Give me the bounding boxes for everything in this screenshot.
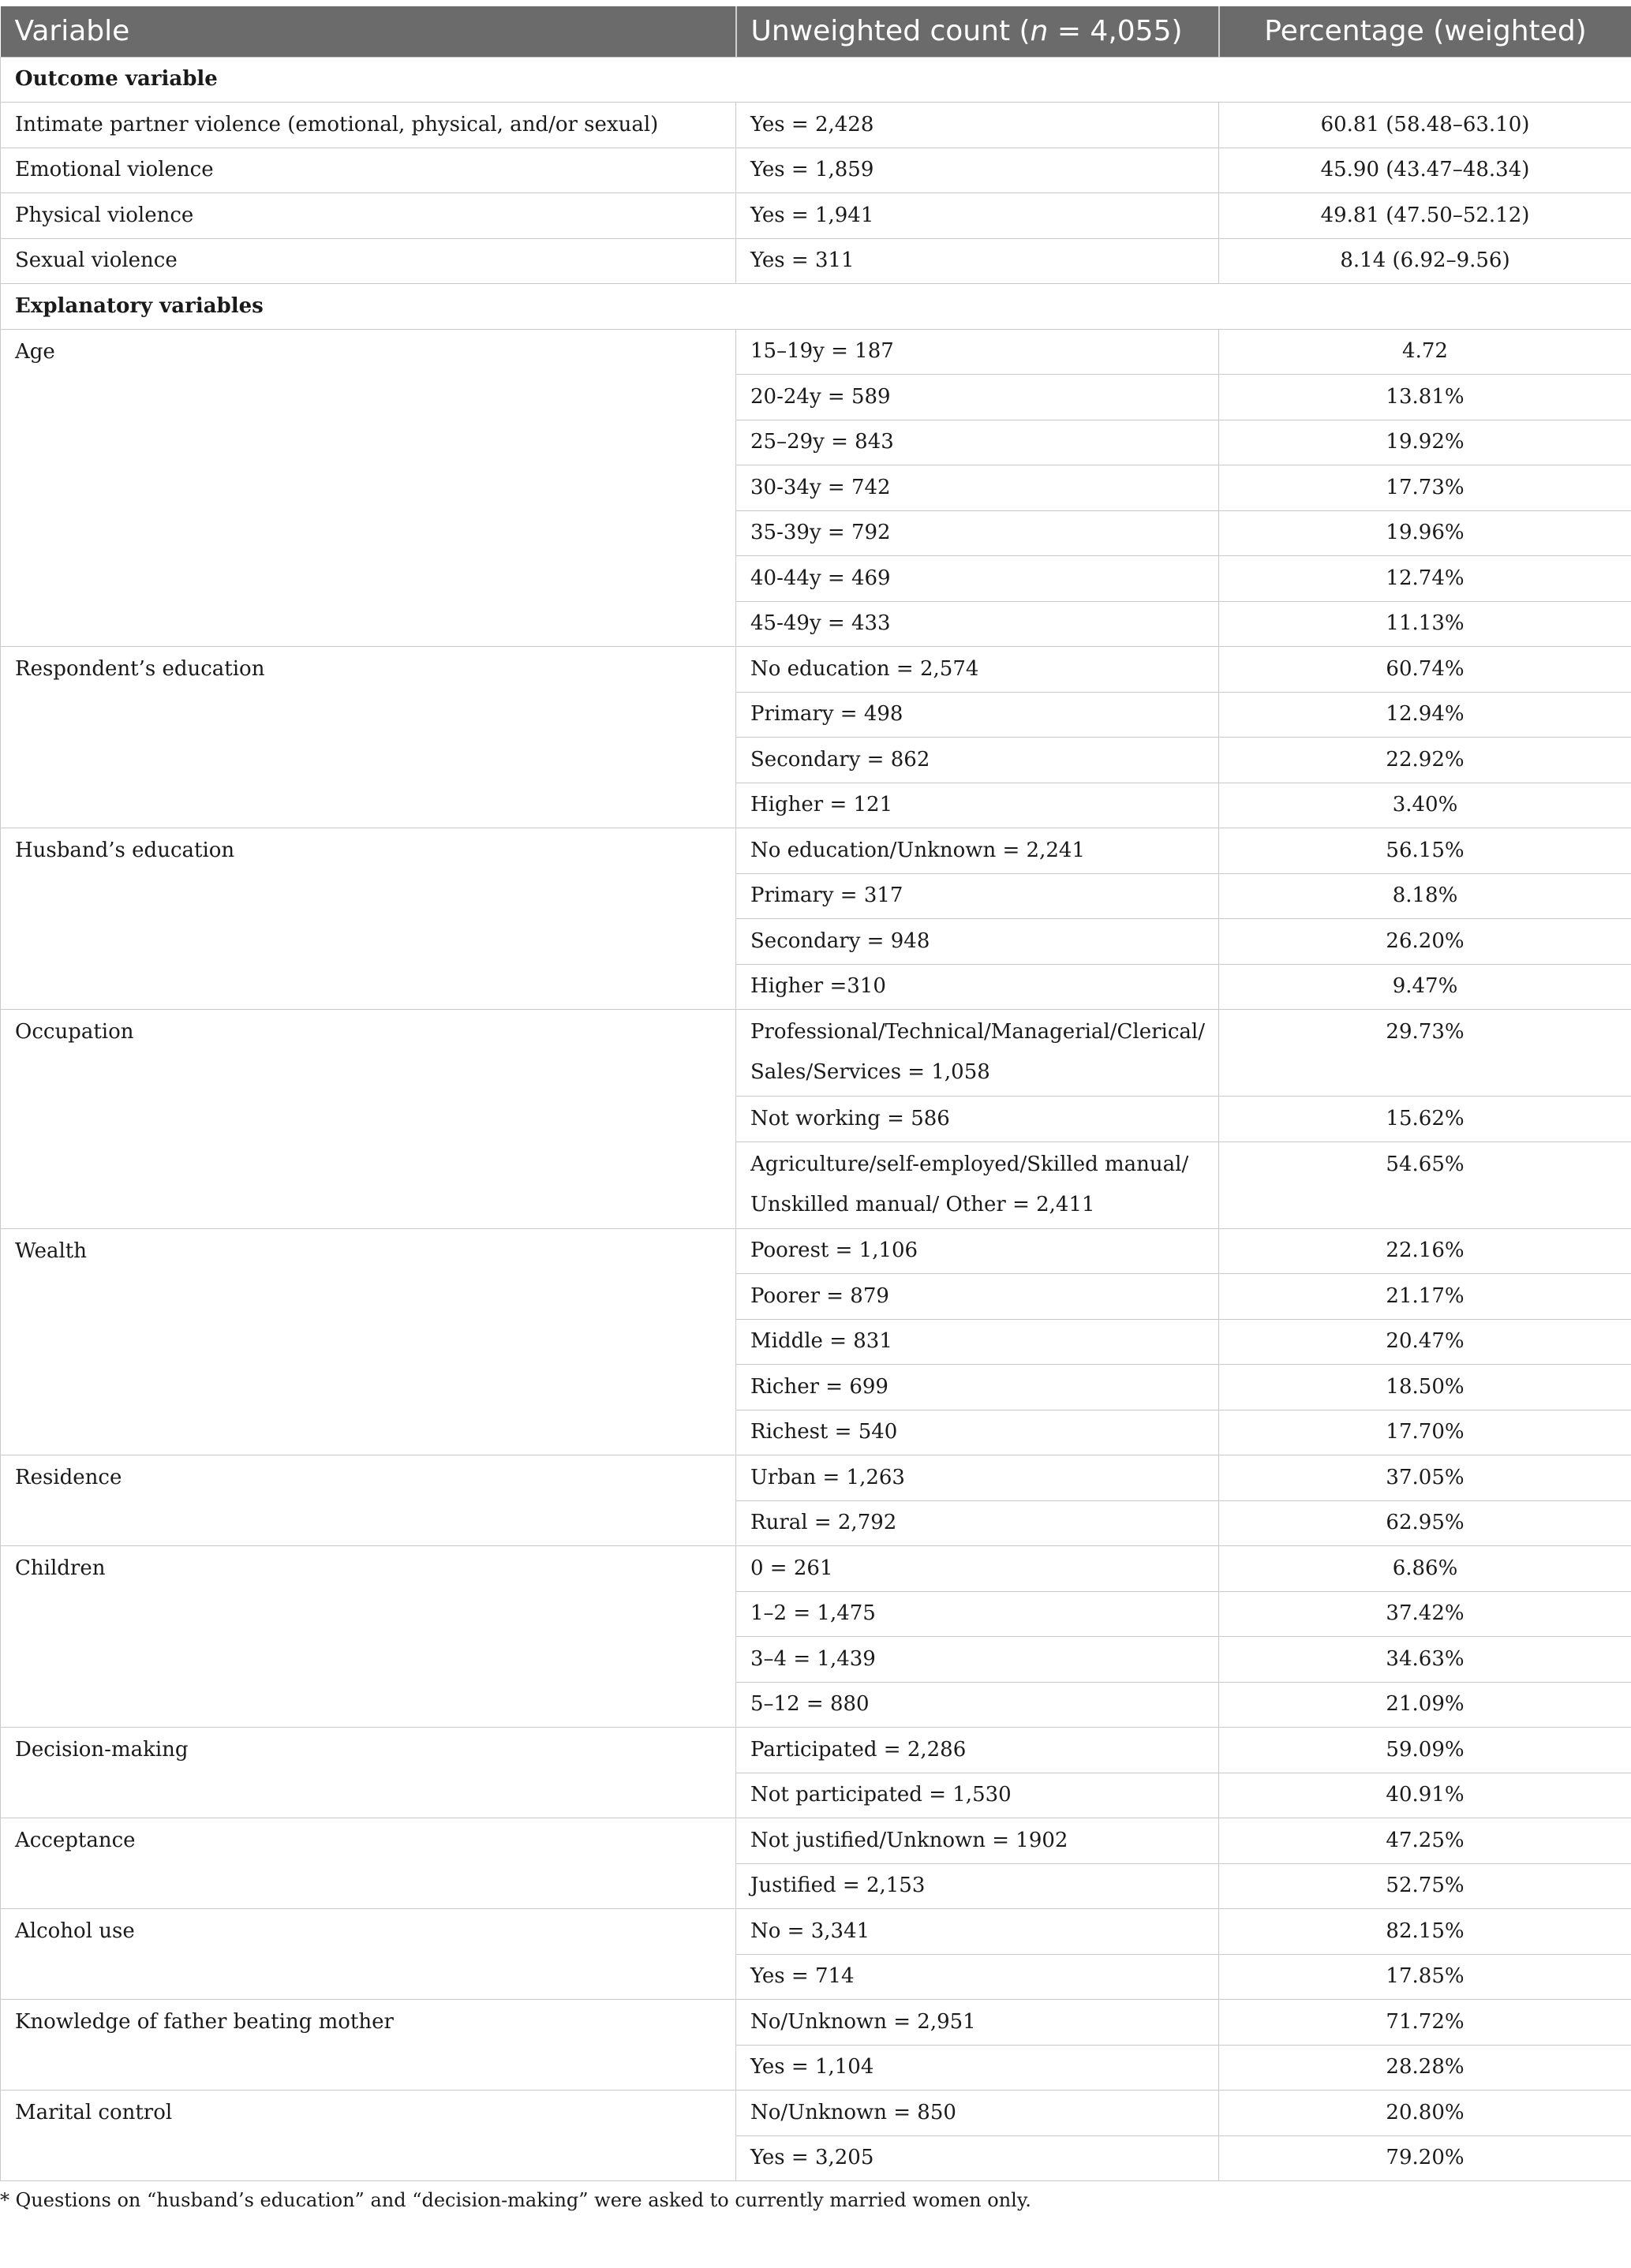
count-cell: 1–2 = 1,475 xyxy=(736,1591,1219,1637)
header-count-n: n xyxy=(1030,15,1049,48)
percentage-cell: 60.74% xyxy=(1219,647,1631,693)
percentage-cell: 17.85% xyxy=(1219,1954,1631,2000)
count-line: Professional/Technical/Managerial/Clerical/ xyxy=(750,1020,1205,1044)
count-cell: Primary = 317 xyxy=(736,873,1219,919)
header-count-suffix: = 4,055) xyxy=(1048,15,1183,48)
table-row xyxy=(1,193,1631,239)
percentage-cell: 21.17% xyxy=(1219,1274,1631,1320)
percentage-cell: 19.92% xyxy=(1219,420,1631,465)
percentage-cell: 22.92% xyxy=(1219,738,1631,783)
count-cell: Poorer = 879 xyxy=(736,1274,1219,1320)
count-cell: Secondary = 948 xyxy=(736,919,1219,965)
percentage-cell: 71.72% xyxy=(1219,2000,1631,2046)
percentage-cell: 62.95% xyxy=(1219,1500,1631,1546)
variable-cell: Decision-making xyxy=(1,1728,736,1818)
table-row xyxy=(1,103,1631,148)
variable-cell: Emotional violence xyxy=(1,148,736,193)
count-cell: Middle = 831 xyxy=(736,1319,1219,1365)
variable-cell: Children xyxy=(1,1546,736,1728)
percentage-cell: 20.47% xyxy=(1219,1319,1631,1365)
table-row xyxy=(1,329,1631,375)
percentage-cell: 45.90 (43.47–48.34) xyxy=(1219,148,1631,193)
count-cell: Higher = 121 xyxy=(736,783,1219,828)
percentage-cell: 60.81 (58.48–63.10) xyxy=(1219,103,1631,148)
variable-cell: Occupation xyxy=(1,1010,736,1229)
footnote: * Questions on “husband’s education” and “decision-making” were asked to currently married women only. xyxy=(0,2189,1031,2211)
percentage-cell: 8.18% xyxy=(1219,873,1631,919)
table-row xyxy=(1,647,1631,693)
count-cell: Poorest = 1,106 xyxy=(736,1228,1219,1274)
table-row xyxy=(1,1546,1631,1592)
percentage-cell: 9.47% xyxy=(1219,964,1631,1010)
percentage-cell: 4.72 xyxy=(1219,329,1631,375)
variable-cell: Physical violence xyxy=(1,193,736,239)
count-cell xyxy=(736,1141,1219,1228)
count-cell: Primary = 498 xyxy=(736,692,1219,738)
count-cell: 40-44y = 469 xyxy=(736,556,1219,602)
section-row-explanatory xyxy=(1,284,1631,330)
count-line: Agriculture/self-employed/Skilled manual/ xyxy=(750,1152,1189,1176)
percentage-cell: 3.40% xyxy=(1219,783,1631,828)
count-cell: Richest = 540 xyxy=(736,1410,1219,1455)
count-cell: Secondary = 862 xyxy=(736,738,1219,783)
percentage-cell: 37.42% xyxy=(1219,1591,1631,1637)
percentage-cell: 52.75% xyxy=(1219,1863,1631,1909)
percentage-cell: 26.20% xyxy=(1219,919,1631,965)
count-cell: No education = 2,574 xyxy=(736,647,1219,693)
count-cell: Richer = 699 xyxy=(736,1365,1219,1410)
count-cell: Yes = 3,205 xyxy=(736,2135,1219,2181)
table-body xyxy=(1,57,1631,2181)
count-cell: 0 = 261 xyxy=(736,1546,1219,1592)
count-cell: 3–4 = 1,439 xyxy=(736,1637,1219,1683)
variable-cell: Wealth xyxy=(1,1228,736,1455)
header-percentage: Percentage (weighted) xyxy=(1219,6,1631,57)
table-row xyxy=(1,1010,1631,1097)
percentage-cell: 49.81 (47.50–52.12) xyxy=(1219,193,1631,239)
percentage-cell: 20.80% xyxy=(1219,2091,1631,2136)
count-cell: No education/Unknown = 2,241 xyxy=(736,828,1219,874)
percentage-cell: 34.63% xyxy=(1219,1637,1631,1683)
header-variable: Variable xyxy=(1,6,736,57)
count-cell: 30-34y = 742 xyxy=(736,465,1219,511)
table-row xyxy=(1,148,1631,193)
percentage-cell: 17.70% xyxy=(1219,1410,1631,1455)
percentage-cell: 82.15% xyxy=(1219,1909,1631,1955)
count-cell: Urban = 1,263 xyxy=(736,1455,1219,1501)
variable-cell: Age xyxy=(1,329,736,647)
percentage-cell: 17.73% xyxy=(1219,465,1631,511)
percentage-cell: 37.05% xyxy=(1219,1455,1631,1501)
count-line: Sales/Services = 1,058 xyxy=(750,1060,990,1084)
section-title-explanatory: Explanatory variables xyxy=(1,284,1631,330)
count-cell: 25–29y = 843 xyxy=(736,420,1219,465)
percentage-cell: 59.09% xyxy=(1219,1728,1631,1773)
count-cell: Rural = 2,792 xyxy=(736,1500,1219,1546)
table-row xyxy=(1,238,1631,284)
table-row xyxy=(1,1909,1631,1955)
variable-cell: Acceptance xyxy=(1,1818,736,1909)
variable-cell: Husband’s education xyxy=(1,828,736,1010)
count-cell: 5–12 = 880 xyxy=(736,1682,1219,1728)
count-cell: 35-39y = 792 xyxy=(736,510,1219,556)
percentage-cell: 19.96% xyxy=(1219,510,1631,556)
count-cell: No/Unknown = 850 xyxy=(736,2091,1219,2136)
percentage-cell: 29.73% xyxy=(1219,1010,1631,1097)
variable-cell: Residence xyxy=(1,1455,736,1546)
variable-cell: Sexual violence xyxy=(1,238,736,284)
table-row xyxy=(1,1228,1631,1274)
table-row xyxy=(1,2091,1631,2136)
percentage-cell: 8.14 (6.92–9.56) xyxy=(1219,238,1631,284)
variable-cell: Knowledge of father beating mother xyxy=(1,2000,736,2091)
percentage-cell: 22.16% xyxy=(1219,1228,1631,1274)
percentage-cell: 28.28% xyxy=(1219,2045,1631,2091)
percentage-cell: 12.94% xyxy=(1219,692,1631,738)
count-cell: Higher =310 xyxy=(736,964,1219,1010)
percentage-cell: 21.09% xyxy=(1219,1682,1631,1728)
count-cell: Yes = 1,104 xyxy=(736,2045,1219,2091)
table-document xyxy=(0,6,1631,2211)
count-cell: Not justified/Unknown = 1902 xyxy=(736,1818,1219,1864)
percentage-cell: 12.74% xyxy=(1219,556,1631,602)
percentage-cell: 13.81% xyxy=(1219,375,1631,420)
percentage-cell: 15.62% xyxy=(1219,1097,1631,1142)
count-cell: Justified = 2,153 xyxy=(736,1863,1219,1909)
percentage-cell: 40.91% xyxy=(1219,1773,1631,1818)
count-cell: Yes = 2,428 xyxy=(736,103,1219,148)
count-cell: No/Unknown = 2,951 xyxy=(736,2000,1219,2046)
count-cell: Participated = 2,286 xyxy=(736,1728,1219,1773)
table-row xyxy=(1,1818,1631,1864)
percentage-cell: 18.50% xyxy=(1219,1365,1631,1410)
variable-cell: Respondent’s education xyxy=(1,647,736,828)
percentage-cell: 79.20% xyxy=(1219,2135,1631,2181)
variable-cell: Marital control xyxy=(1,2091,736,2181)
count-cell: Yes = 1,859 xyxy=(736,148,1219,193)
header-count xyxy=(736,6,1219,57)
count-cell xyxy=(736,1010,1219,1097)
section-title-outcome: Outcome variable xyxy=(1,57,1631,103)
count-cell: Yes = 311 xyxy=(736,238,1219,284)
percentage-cell: 11.13% xyxy=(1219,601,1631,647)
percentage-cell: 47.25% xyxy=(1219,1818,1631,1864)
count-cell: Yes = 714 xyxy=(736,1954,1219,2000)
variables-table xyxy=(0,6,1631,2181)
header-row xyxy=(1,6,1631,57)
table-row xyxy=(1,2000,1631,2046)
count-cell: No = 3,341 xyxy=(736,1909,1219,1955)
section-row-outcome xyxy=(1,57,1631,103)
percentage-cell: 56.15% xyxy=(1219,828,1631,874)
count-cell: 15–19y = 187 xyxy=(736,329,1219,375)
table-row xyxy=(1,828,1631,874)
count-cell: Not participated = 1,530 xyxy=(736,1773,1219,1818)
count-cell: 45-49y = 433 xyxy=(736,601,1219,647)
table-row xyxy=(1,1728,1631,1773)
count-cell: Not working = 586 xyxy=(736,1097,1219,1142)
header-count-prefix: Unweighted count ( xyxy=(750,15,1031,48)
count-cell: Yes = 1,941 xyxy=(736,193,1219,239)
count-line: Unskilled manual/ Other = 2,411 xyxy=(750,1192,1095,1216)
variable-cell: Intimate partner violence (emotional, physical, and/or sexual) xyxy=(1,103,736,148)
variable-cell: Alcohol use xyxy=(1,1909,736,2000)
percentage-cell: 6.86% xyxy=(1219,1546,1631,1592)
table-row xyxy=(1,1455,1631,1501)
count-cell: 20-24y = 589 xyxy=(736,375,1219,420)
percentage-cell: 54.65% xyxy=(1219,1141,1631,1228)
